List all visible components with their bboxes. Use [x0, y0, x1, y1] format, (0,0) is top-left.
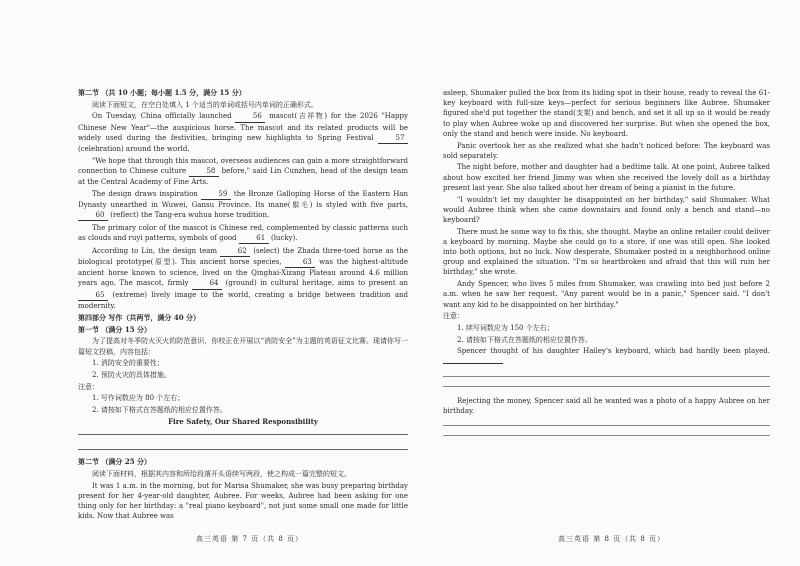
paragraph-opener-1 [443, 346, 770, 366]
page-footer-right: 高三英语 第 8 页（共 8 页） [558, 535, 666, 543]
story-paragraph: It was 1 a.m. in the morning, but for Marisa Shumaker, she was busy preparing birthday present for her 4-year-old daughter, Aubree. For weeks, Aubree had been asking for one thing only for her birthday: a "real piano keyboard", not just some small one made for little kids. Now that Aubree was [78, 481, 408, 521]
note-label: 注意： [443, 312, 464, 321]
answer-line [78, 449, 408, 450]
part-4-section-2-title: 第二节 （满分 25 分） [78, 457, 152, 467]
blank-63: 63 [285, 257, 315, 268]
writing-blank [443, 363, 503, 364]
blank-60: 60 [78, 210, 108, 221]
part-4-title: 第四部分 写作（共两节，满分 40 分） [78, 313, 201, 323]
blank-57: 57 [378, 133, 408, 144]
writing-line [443, 376, 770, 377]
blank-59: 59 [201, 189, 231, 200]
section-2-title: 第二节 （共 10 小题；每小题 1.5 分，满分 15 分） [78, 88, 246, 97]
part-4-section-2-instructions: 阅读下面材料，根据其内容和所给段落开头语续写两段，使之构成一篇完整的短文。 [92, 469, 351, 478]
continuation-note-2: 2. 请按如下格式在答题纸的相应位置作答。 [457, 335, 592, 344]
paragraph-opener-1-text: Spencer thought of his daughter Hailey's keyboard, which had hardly been played. [457, 347, 770, 356]
left-page [78, 88, 408, 523]
cloze-paragraph: According to Lin, the design team 62 (select) the Zhada three-toed horse as the biological prototype(原型). This ancient horse species, 63 was the highest-altitude ancient horse known to science, lived on the Qinghai-Xizang Plateau around 4.6 million years ago. The mascot, firmly 64 (ground) in cultural heritage, aims to present an 65 (extreme) lively image to the world, creating a bridge between tradition and modernity. [78, 246, 408, 310]
blank-61: 61 [239, 233, 269, 244]
essay-title: Fire Safety, Our Shared Responsibility [168, 416, 318, 426]
continuation-note-1: 1. 续写词数应为 150 个左右； [457, 323, 554, 332]
note-item-1: 1. 写作词数应为 80 个左右； [92, 394, 185, 403]
paragraph-opener-2: Rejecting the money, Spencer said all he wanted was a photo of a happy Aubree on her birthday. [443, 396, 770, 415]
content-item-1: 1. 消防安全的重要性； [92, 359, 164, 368]
story-continued [443, 88, 770, 310]
writing-line [443, 435, 770, 436]
part-4-section-1-instructions: 为了提高对冬季防火灭火的防范意识，你校正在开展以“消防安全”为主题的英语征文比赛。现请你写一篇短文投稿，内容包括： [78, 337, 408, 356]
cloze-paragraph: On Tuesday, China officially launched 56 mascot(吉祥物) for the 2026 "Happy Chinese New Year"—the auspicious horse. The mascot and its related products will be widely used during the festivities, bringing new highlights to Spring Festival 57 (celebration) around the world. [78, 112, 408, 154]
part-4-section-1-title: 第一节 （满分 15 分） [78, 324, 152, 334]
writing-line [443, 386, 770, 387]
writing-line [443, 425, 770, 426]
story-paragraph: Panic overtook her as she realized what she hadn't noticed before: The keyboard was sold separately. [443, 141, 770, 160]
cloze-paragraph: The primary color of the mascot is Chinese red, complemented by classic patterns such as clouds and ruyi patterns, symbols of good 61 (lucky). [78, 223, 408, 244]
right-page [443, 88, 770, 445]
story-paragraph: "I wouldn't let my daughter be disappointed on her birthday," said Shumaker. What would Aubree think when she came downstairs and found only a bench and stand—no keyboard? [443, 195, 770, 224]
blank-58: 58 [189, 166, 219, 177]
blank-56: 56 [235, 111, 265, 122]
blank-65: 65 [78, 290, 108, 301]
note-item-2: 2. 请按如下格式在答题纸的相应位置作答。 [92, 406, 227, 415]
story-paragraph: Andy Spencer, who lives 5 miles from Shumaker, was crawling into bed just before 2 a.m. when he saw her request. "Any parent would be in a panic," Spencer said. "I don't want any kid to be disappointed on her birthday." [443, 280, 770, 309]
story-paragraph: There must be some way to fix this, she thought. Maybe an online retailer could deliver a keyboard by morning. Maybe she could go to a store, if one was still open. She looked into both options, but no luck. Now desperate, Shumaker posted in a neighborhood online group and explained the situation. "I'm so heartbroken and afraid that this will ruin her birthday," she wrote. [443, 227, 770, 277]
cloze-paragraph: The design draws inspiration 59 the Bronze Galloping Horse of the Eastern Han Dynasty unearthed in Wuwei, Gansu Province. Its mane(鬃毛) is styled with five parts, 60 (reflect) the Tang-era wuhua horse tradition. [78, 189, 408, 222]
cloze-paragraph: "We hope that through this mascot, overseas audiences can gain a more straightforward connection to Chinese culture 58 before," said Lin Cunzhen, head of the design team at the Central Academy of Fine Arts. [78, 156, 408, 187]
answer-line [78, 434, 408, 435]
blank-62: 62 [220, 246, 250, 257]
story-paragraph: The night before, mother and daughter had a bedtime talk. At one point, Aubree talked about how excited her friend Jimmy was when she received the lovely doll as a birthday present last year. She also talked about her dream of being a pianist in the future. [443, 163, 770, 192]
page-footer-left: 高三英语 第 7 页（共 8 页） [196, 535, 304, 543]
note-label: 注意： [78, 382, 99, 391]
blank-64: 64 [192, 278, 222, 289]
story-paragraph: asleep, Shumaker pulled the box from its hiding spot in their house, ready to reveal the 61-key keyboard with full-size keys—perfect for serious beginners like Aubree. Shumaker figured she'd put together the stand(支架) and bench, and set it all up so it would be ready to play when Aubree woke up and discovered her surprise. But when she opened the box, only the stand and bench were inside. No keyboard. [443, 89, 770, 138]
section-2-instructions: 阅读下面短文，在空白处填入 1 个适当的单词或括号内单词的正确形式。 [92, 100, 318, 109]
cloze-passage [78, 111, 408, 311]
content-item-2: 2. 预防火灾的具体措施。 [92, 371, 171, 380]
